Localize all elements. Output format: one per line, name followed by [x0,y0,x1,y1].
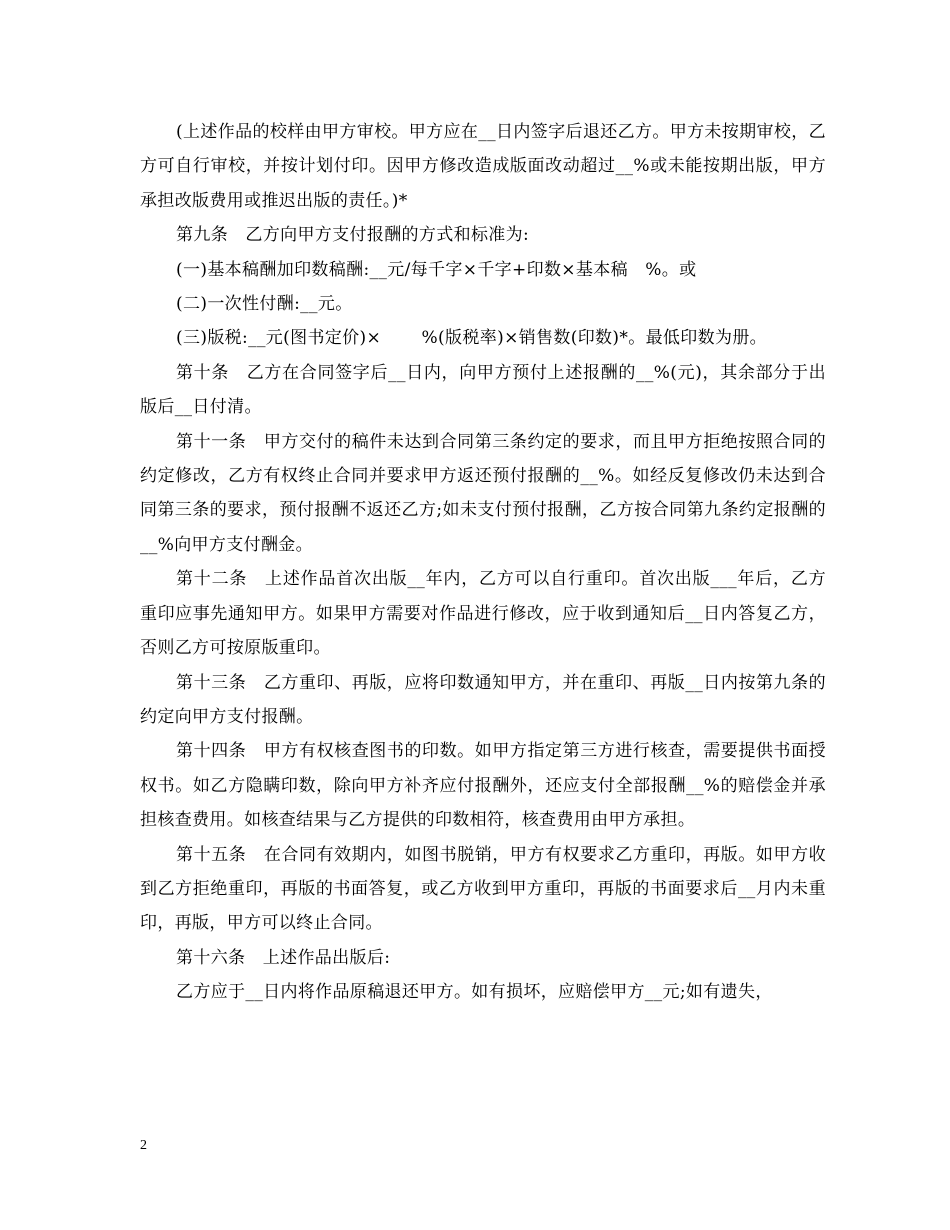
document-body [140,115,826,1010]
paragraph-article-12: 第十二条 上述作品首次出版__年内，乙方可以自行重印。首次出版___年后，乙方重印应事先通知甲方。如果甲方需要对作品进行修改，应于收到通知后__日内答复乙方，否则乙方可按原版重印。 [140,569,826,659]
paragraph-article-9: 第九条 乙方向甲方支付报酬的方式和标准为: [176,225,530,246]
paragraph-article-15: 第十五条 在合同有效期内，如图书脱销，甲方有权要求乙方重印，再版。如甲方收到乙方拒绝重印，再版的书面答复，或乙方收到甲方重印，再版的书面要求后__月内未重印，再版，甲方可以终止合同。 [140,844,826,934]
page-number: 2 [140,1138,147,1153]
paragraph-article-16: 第十六条 上述作品出版后: [176,947,391,968]
paragraph-article-9-item-2: (二)一次性付酬:__元。 [176,294,353,315]
paragraph-article-10: 第十条 乙方在合同签字后__日内，向甲方预付上述报酬的__%(元)，其余部分于出版后__日付清。 [140,362,826,418]
paragraph-article-11: 第十一条 甲方交付的稿件未达到合同第三条约定的要求，而且甲方拒绝按照合同的约定修改，乙方有权终止合同并要求甲方返还预付报酬的__%。如经反复修改仍未达到合同第三条的要求，预付报酬不返还乙方;如未支付预付报酬，乙方按合同第九条约定报酬的__%向甲方支付酬金。 [140,431,826,555]
paragraph-article-16-detail: 乙方应于__日内将作品原稿退还甲方。如有损坏，应赔偿甲方__元;如有遗失， [176,982,773,1003]
paragraph-article-13: 第十三条 乙方重印、再版，应将印数通知甲方，并在重印、再版__日内按第九条的约定向甲方支付报酬。 [140,672,826,727]
paragraph-article-14: 第十四条 甲方有权核查图书的印数。如甲方指定第三方进行核查，需要提供书面授权书。如乙方隐瞒印数，除向甲方补齐应付报酬外，还应支付全部报酬__%的赔偿金并承担核查费用。如核查结果与乙方提供的印数相符，核查费用由甲方承担。 [140,741,826,831]
paragraph-article-9-item-1: (一)基本稿酬加印数稿酬:__元/每千字×千字+印数×基本稿 %。或 [176,259,697,280]
paragraph-proof-review: (上述作品的校样由甲方审校。甲方应在__日内签字后退还乙方。甲方未按期审校，乙方可自行审校，并按计划付印。因甲方修改造成版面改动超过__%或未能按期出版，甲方承担改版费用或推迟出版的责任。)* [140,122,826,211]
paragraph-article-9-item-3: (三)版税:__元(图书定价)× %(版税率)×销售数(印数)*。最低印数为册。 [176,328,768,349]
